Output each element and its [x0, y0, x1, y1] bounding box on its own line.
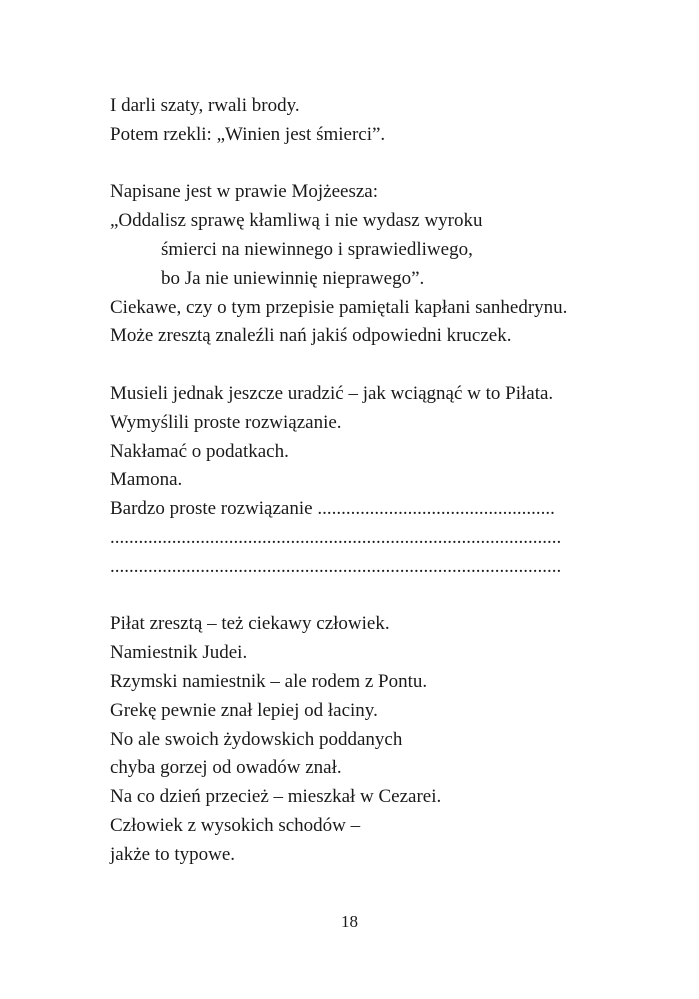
- poem-text: [110, 92, 600, 870]
- text-line: Namiestnik Judei.: [110, 642, 248, 664]
- text-line: Bardzo proste rozwiązanie ..................................................: [110, 498, 555, 520]
- text-line: Ciekawe, czy o tym przepisie pamiętali kapłani sanhedrynu.: [110, 296, 568, 318]
- text-line: jakże to typowe.: [110, 843, 236, 865]
- text-line: ...............................................................................................: [110, 526, 562, 548]
- text-line: bo Ja nie uniewinnię nieprawego”.: [161, 267, 425, 289]
- text-line: Nakłamać o podatkach.: [110, 440, 289, 462]
- text-line: Napisane jest w prawie Mojżeesza:: [110, 181, 379, 203]
- text-line: Potem rzekli: „Winien jest śmierci”.: [110, 123, 386, 145]
- text-line: Piłat zresztą – też ciekawy człowiek.: [110, 613, 390, 635]
- text-line: Wymyślili proste rozwiązanie.: [110, 411, 342, 433]
- text-line: Człowiek z wysokich schodów –: [110, 814, 361, 836]
- text-line: Grekę pewnie znał lepiej od łaciny.: [110, 699, 378, 721]
- text-line: Na co dzień przecież – mieszkał w Cezarei.: [110, 786, 442, 808]
- stanza-gap: [110, 351, 600, 380]
- stanza: [110, 178, 600, 351]
- page-number: 18: [341, 912, 358, 931]
- stanza: [110, 92, 600, 150]
- text-line: I darli szaty, rwali brody.: [110, 95, 300, 116]
- text-line: „Oddalisz sprawę kłamliwą i nie wydasz wyroku: [110, 210, 483, 232]
- text-line: chyba gorzej od owadów znał.: [110, 757, 342, 779]
- stanza: [110, 380, 600, 582]
- text-line: Rzymski namiestnik – ale rodem z Pontu.: [110, 670, 428, 692]
- stanza-gap: [110, 150, 600, 179]
- stanza: [110, 610, 600, 869]
- text-line: Musieli jednak jeszcze uradzić – jak wciągnąć w to Piłata.: [110, 382, 554, 404]
- text-line: Może zresztą znaleźli nań jakiś odpowiedni kruczek.: [110, 325, 512, 347]
- text-line: No ale swoich żydowskich poddanych: [110, 728, 403, 750]
- text-line: śmierci na niewinnego i sprawiedliwego,: [161, 238, 473, 260]
- text-line: ...............................................................................................: [110, 555, 562, 577]
- text-line: Mamona.: [110, 469, 183, 491]
- stanza-gap: [110, 582, 600, 611]
